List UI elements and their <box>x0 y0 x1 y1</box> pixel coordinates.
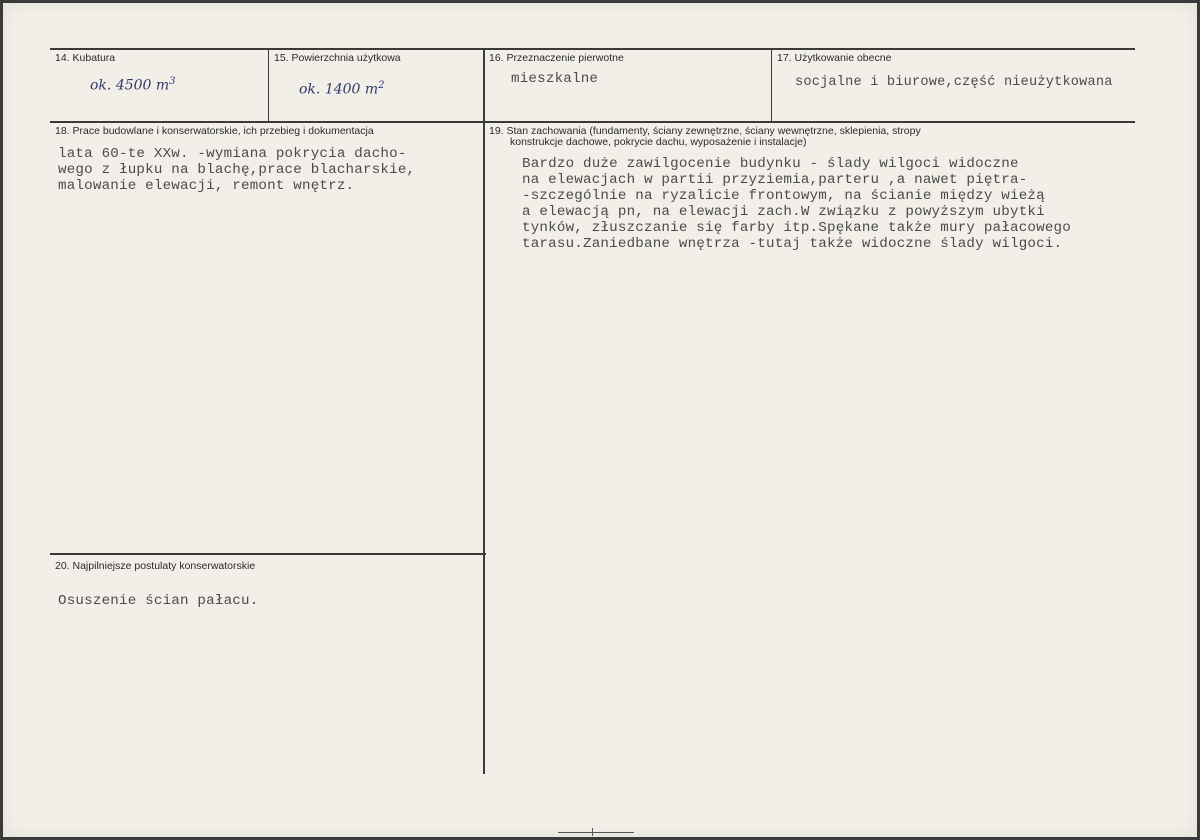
rule-top <box>50 48 1135 50</box>
field-16-label: 16. Przeznaczenie pierwotne <box>489 52 624 64</box>
field-18-line-3: malowanie elewacji, remont wnętrz. <box>58 178 355 194</box>
field-20-value: Osuszenie ścian pałacu. <box>58 593 259 609</box>
field-18-line-1: lata 60-te XXw. -wymiana pokrycia dacho- <box>58 146 407 162</box>
registration-mark-line <box>558 832 634 833</box>
field-19-line-1: Bardzo duże zawilgocenie budynku - ślady wilgoci widoczne <box>522 156 1019 172</box>
field-14-value <box>90 76 176 94</box>
registration-mark-tick <box>592 828 593 836</box>
field-14-value-text: ok. 4500 m <box>90 77 170 94</box>
field-17-label: 17. Użytkowanie obecne <box>777 52 892 64</box>
rule-col-16-17 <box>771 48 772 122</box>
rule-col-15-16 <box>483 48 485 774</box>
field-19-label-line-1: 19. Stan zachowania (fundamenty, ściany zewnętrzne, ściany wewnętrzne, sklepienia, stropy <box>489 125 921 137</box>
field-15-label: 15. Powierzchnia użytkowa <box>274 52 401 64</box>
field-18-line-2: wego z łupku na blachę,prace blacharskie, <box>58 162 416 178</box>
field-19-line-2: na elewacjach w partii przyziemia,parteru ,a nawet piętra- <box>522 172 1028 188</box>
field-19-line-3: -szczególnie na ryzalicie frontowym, na ścianie między wieżą <box>522 188 1045 204</box>
field-19-label-line-2: konstrukcje dachowe, pokrycie dachu, wyposażenie i instalacje) <box>510 136 807 148</box>
field-14-unit-exponent: 3 <box>169 76 176 87</box>
rule-f18-f20-divider <box>50 553 486 555</box>
field-14-label: 14. Kubatura <box>55 52 116 64</box>
field-17-value: socjalne i biurowe,część nieużytkowana <box>795 75 1113 90</box>
field-15-unit-exponent: 2 <box>378 80 385 91</box>
field-15-value <box>299 80 385 98</box>
field-15-value-text: ok. 1400 m <box>299 81 379 98</box>
rule-col-14-15 <box>268 48 269 122</box>
field-16-value: mieszkalne <box>511 71 599 87</box>
rule-row1-bottom <box>50 121 1135 123</box>
field-19-line-5: tynków, złuszczanie się farby itp.Spękane także mury pałacowego <box>522 220 1071 236</box>
field-20-label: 20. Najpilniejsze postulaty konserwatorskie <box>55 560 256 572</box>
field-19-line-6: tarasu.Zaniedbane wnętrza -tutaj także widoczne ślady wilgoci. <box>522 236 1063 252</box>
field-19-line-4: a elewacją pn, na elewacji zach.W związku z powyższym ubytki <box>522 204 1045 220</box>
field-18-label: 18. Prace budowlane i konserwatorskie, ich przebieg i dokumentacja <box>55 125 374 137</box>
